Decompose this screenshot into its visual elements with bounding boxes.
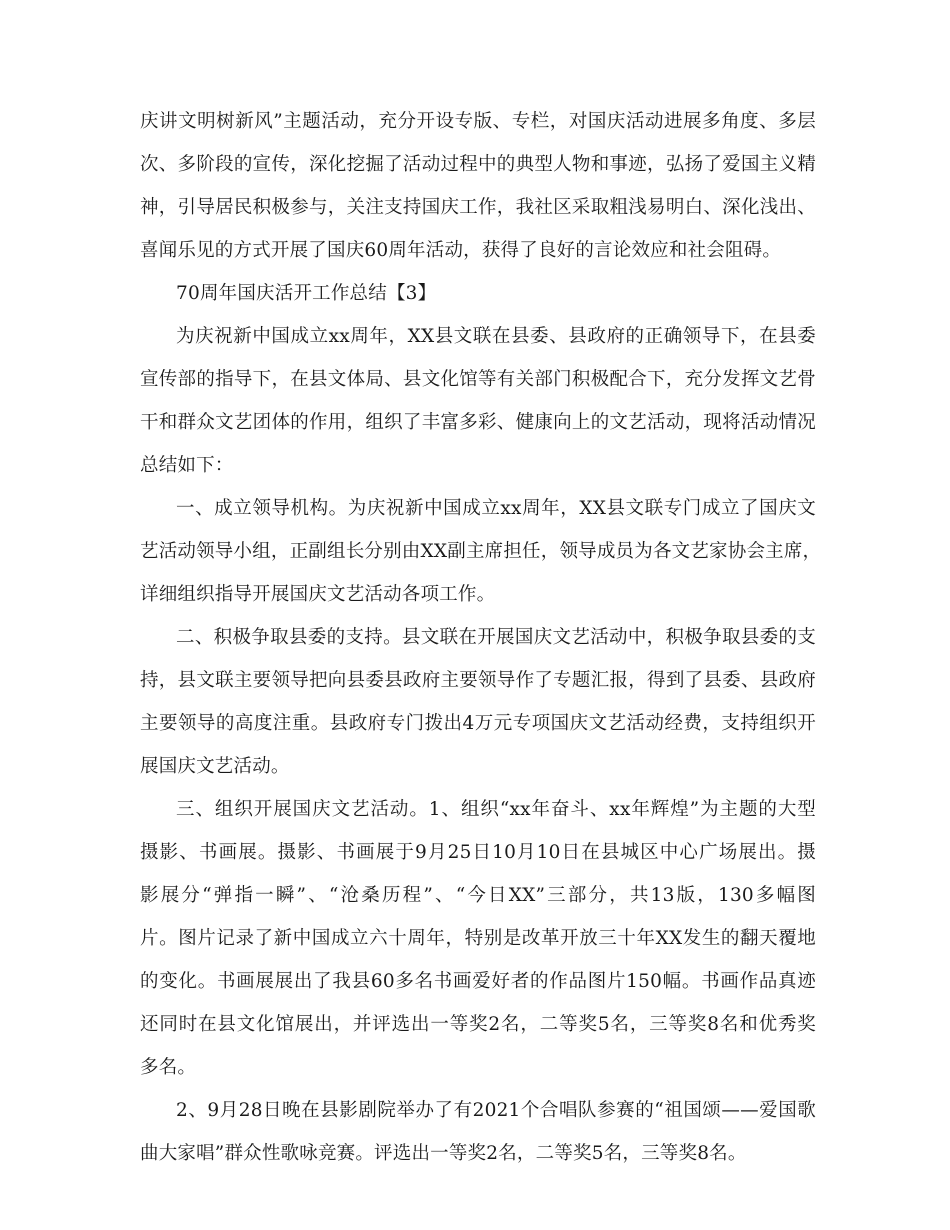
body-text-line: 艺活动领导小组，正副组长分别由XX副主席担任，领导成员为各文艺家协会主席， [140, 541, 822, 562]
body-text-line: 次、多阶段的宣传，深化挖掘了活动过程中的典型人物和事迹，弘扬了爱国主义精 [140, 154, 816, 175]
body-text-line: 曲大家唱”群众性歌咏竞赛。评选出一等奖2名，二等奖5名，三等奖8名。 [140, 1143, 747, 1164]
body-text-line: 详细组织指导开展国庆文艺活动各项工作。 [140, 584, 496, 605]
body-text-line: 主要领导的高度注重。县政府专门拨出4万元专项国庆文艺活动经费，支持组织开 [140, 713, 816, 734]
body-text-line: 神，引导居民积极参与，关注支持国庆工作，我社区采取粗浅易明白、深化浅出、 [140, 197, 816, 218]
body-text-line: 的变化。书画展展出了我县60多名书画爱好者的作品图片150幅。书画作品真迹 [140, 971, 816, 992]
body-text-line: 还同时在县文化馆展出，并评选出一等奖2名，二等奖5名，三等奖8名和优秀奖 [140, 1014, 816, 1035]
body-text-line: 多名。 [140, 1057, 197, 1078]
body-text-line: 干和群众文艺团体的作用，组织了丰富多彩、健康向上的文艺活动，现将活动情况 [140, 412, 816, 433]
body-text-line: 为庆祝新中国成立xx周年，XX县文联在县委、县政府的正确领导下，在县委 [176, 326, 816, 347]
body-text-line: 2、9月28日晚在县影剧院举办了有2021个合唱队参赛的“祖国颂——爱国歌 [176, 1100, 816, 1121]
section-heading: 70周年国庆活开工作总结【3】 [176, 283, 437, 304]
body-text-line: 喜闻乐见的方式开展了国庆60周年活动，获得了良好的言论效应和社会阻碍。 [140, 240, 782, 261]
body-text-line: 影展分“弹指一瞬”、“沧桑历程”、“今日XX”三部分，共13版，130多幅图 [140, 885, 816, 906]
body-text-line: 展国庆文艺活动。 [140, 756, 290, 777]
body-text-line: 片。图片记录了新中国成立六十周年，特别是改革开放三十年XX发生的翻天覆地 [140, 928, 816, 949]
body-text-line: 二、积极争取县委的支持。县文联在开展国庆文艺活动中，积极争取县委的支 [176, 627, 816, 648]
body-text-line: 三、组织开展国庆文艺活动。1、组织“xx年奋斗、xx年辉煌”为主题的大型 [176, 799, 816, 820]
body-text-line: 总结如下： [140, 455, 234, 476]
body-text-line: 一、成立领导机构。为庆祝新中国成立xx周年，XX县文联专门成立了国庆文 [176, 498, 816, 519]
body-text-line: 摄影、书画展。摄影、书画展于9月25日10月10日在县城区中心广场展出。摄 [140, 842, 816, 863]
body-text-line: 庆讲文明树新风”主题活动，充分开设专版、专栏，对国庆活动进展多角度、多层 [140, 111, 816, 132]
body-text-line: 持，县文联主要领导把向县委县政府主要领导作了专题汇报，得到了县委、县政府 [140, 670, 816, 691]
body-text-line: 宣传部的指导下，在县文体局、县文化馆等有关部门积极配合下，充分发挥文艺骨 [140, 369, 816, 390]
